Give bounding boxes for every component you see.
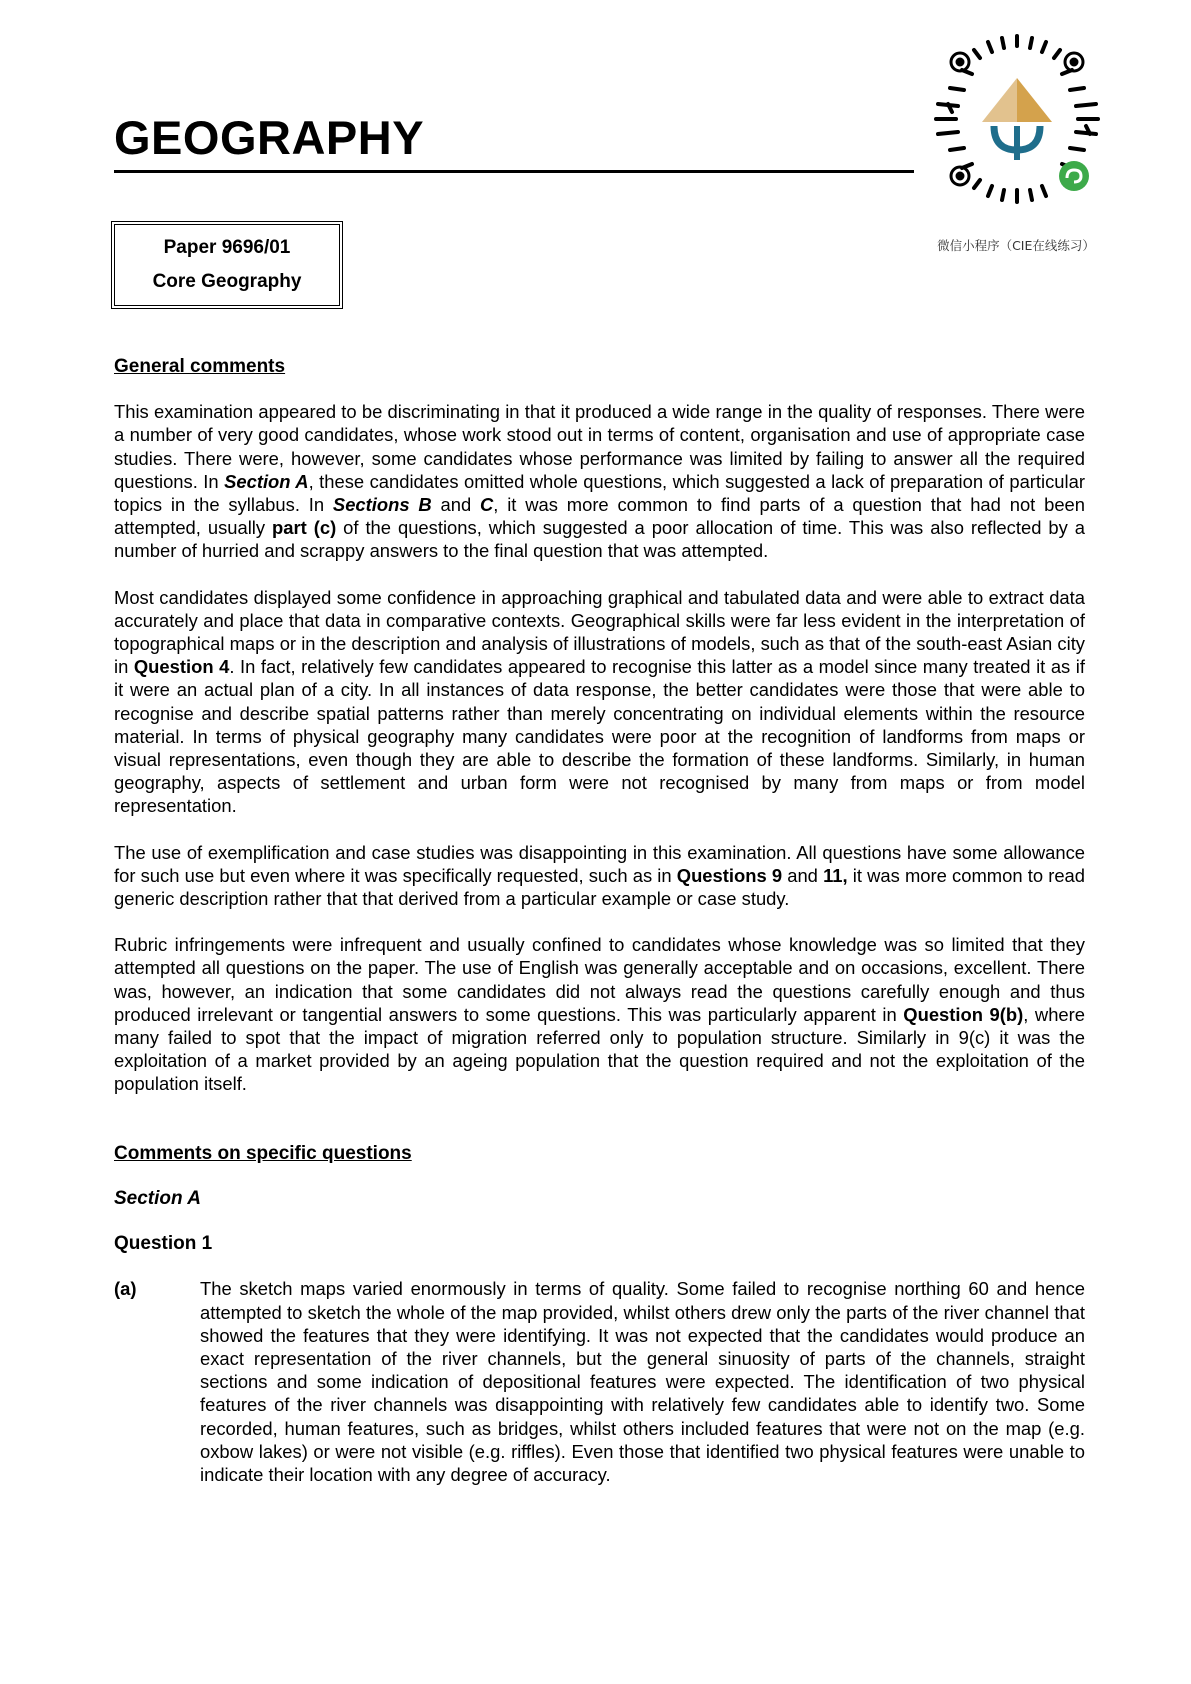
text-run: Most candidates displayed some confidence in approaching graphical and tabulated data and were able to extract data accurately and place that data in comparative contexts. Geographical skills were far less evident in the interpretation of topographical maps or in the description and analysis of illustrations of models, such as that of the south-east Asian city in xyxy=(114,586,1085,678)
paper-name: Core Geography xyxy=(152,271,302,292)
text-run: 11, xyxy=(823,864,848,886)
text-run: , these candidates omitted whole questions, which suggested a lack of preparation of particular topics in the syllabus. In xyxy=(114,470,1085,516)
page-title: GEOGRAPHY xyxy=(114,111,425,164)
text-run: Rubric infringements were infrequent and usually confined to candidates whose knowledge was so limited that they attempted all questions on the paper. The use of English was generally acceptable and on occasions, excellent. There was, however, an indication that some candidates did not always read the questions carefully enough and thus produced irrelevant or tangential answers to some questions. This was particularly apparent in xyxy=(114,934,1085,1025)
general-comments-heading: General comments xyxy=(114,356,286,377)
part-label: (a) xyxy=(114,1278,137,1300)
text-run: Section A xyxy=(224,470,309,492)
mini-program-badge-icon xyxy=(1059,161,1089,191)
mini-program-qr-code[interactable] xyxy=(928,30,1106,208)
text-run: , it was more common to find parts of a question that had not been attempted, usually xyxy=(114,494,1086,539)
text-run: C xyxy=(480,494,494,516)
text-run: Questions 9 xyxy=(676,864,783,886)
title-underline xyxy=(114,170,914,173)
specific-comments-heading: Comments on specific questions xyxy=(114,1142,412,1164)
paper-code: Paper 9696/01 xyxy=(163,237,291,258)
text-run: and xyxy=(431,494,481,516)
part-text: The sketch maps varied enormously in terms of quality. Some failed to recognise northing 60 and hence attempted to sketch the whole of the map provided, whilst others drew only the parts of the river channel that showed the features that they were identifying. It was not expected that the candidates would produce an exact representation of the river channels, but the general sinuosity of parts of the channels, straight sections and some indication of depositional features were expected. The identification of two physical features of the river channels was disappointing with relatively few candidates able to identify two. Some recorded, human features, such as bridges, whilst others included features that were not on the map (e.g. oxbow lakes) or were not visible (e.g. riffles). Even those that identified two physical features were unable to indicate their location with any degree of accuracy. xyxy=(200,1278,1085,1485)
section-title: Section A xyxy=(114,1187,201,1209)
text-run: Question 9(b) xyxy=(903,1003,1024,1025)
general-paragraph-2 xyxy=(114,586,1085,818)
paper-info-box xyxy=(111,221,343,309)
text-run: Sections B xyxy=(332,494,432,516)
qr-center-logo xyxy=(970,72,1064,166)
text-run: , where many failed to spot that the impact of migration referred only to population structure. Similarly in 9(c) it was the exploitation of a market provided by an ageing population that the question required and not the exploitation of the population itself. xyxy=(114,1003,1086,1095)
question-part-a xyxy=(114,1277,1085,1486)
text-run: and xyxy=(782,864,824,886)
general-paragraph-4 xyxy=(114,933,1085,1095)
general-paragraph-3 xyxy=(114,841,1085,911)
text-run: The use of exemplification and case studies was disappointing in this examination. All questions have some allowance for such use but even where it was specifically requested, such as in xyxy=(114,841,1085,886)
report-body xyxy=(114,355,1085,1486)
question-title: Question 1 xyxy=(114,1233,213,1255)
general-paragraph-1 xyxy=(114,400,1085,562)
qr-caption: 微信小程序（CIE在线练习） xyxy=(937,238,1095,253)
text-run: it was more common to read generic description rather that that derived from a particular example or case study. xyxy=(114,864,1086,910)
text-run: . In fact, relatively few candidates appeared to recognise this latter as a model since many treated it as if it were an actual plan of a city. In all instances of data response, the better candidates were those that were able to recognise and describe spatial patterns rather than merely concentrating on individual elements within the resource material. In terms of physical geography many candidates were poor at the recognition of landforms from maps or visual representations, even though they are able to describe the formation of these landforms. Similarly, in human geography, aspects of settlement and urban form were not recognised by many from maps or from model representation. xyxy=(114,656,1085,817)
text-run: part (c) xyxy=(272,517,337,539)
text-run: This examination appeared to be discriminating in that it produced a wide range in the quality of responses. There were a number of very good candidates, whose work stood out in terms of content, organisation and use of appropriate case studies. There were, however, some candidates whose performance was limited by failing to answer all the required questions. In xyxy=(114,401,1085,492)
text-run: of the questions, which suggested a poor allocation of time. This was also reflected by a number of hurried and scrappy answers to the final question that was attempted. xyxy=(114,517,1085,562)
text-run: Question 4 xyxy=(133,656,230,678)
